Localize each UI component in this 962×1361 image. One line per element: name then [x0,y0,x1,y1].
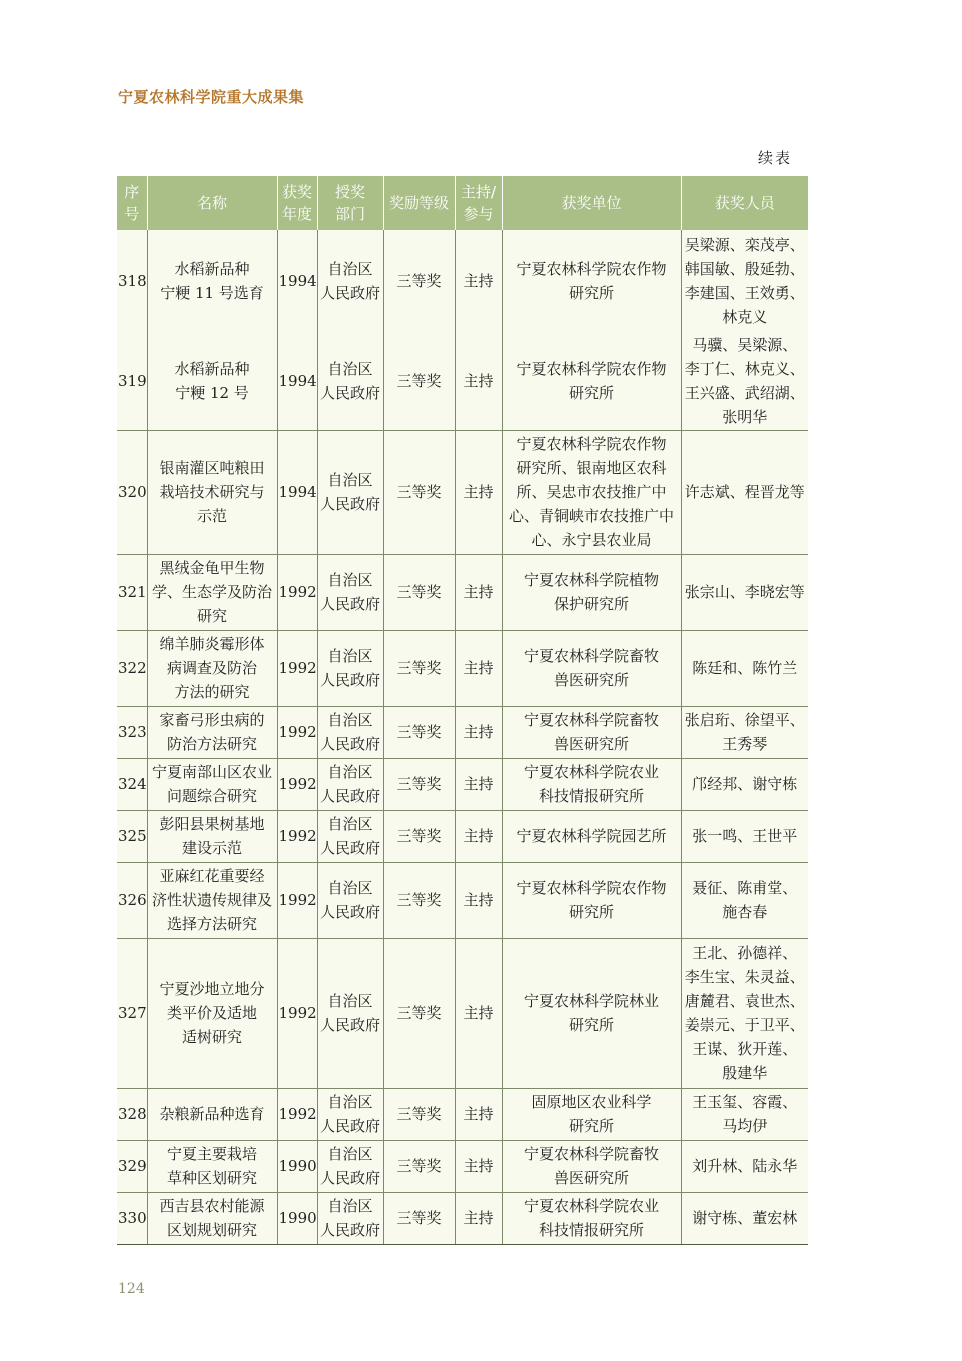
cell-name: 水稻新品种 宁粳 11 号选育 [147,230,277,332]
cell-unit: 宁夏农林科学院农作物 研究所 [502,230,681,332]
cell-name: 黑绒金龟甲生物 学、生态学及防治 研究 [147,554,277,630]
table-row [117,938,808,1088]
cell-dept: 自治区 人民政府 [317,332,383,430]
cell-level: 三等奖 [383,810,455,862]
cell-role: 主持 [455,706,502,758]
cell-no: 327 [117,938,147,1088]
cell-year: 1992 [277,758,317,810]
cell-unit: 宁夏农林科学院农作物 研究所 [502,332,681,430]
table-row [117,810,808,862]
table-header-row [117,176,808,230]
cell-role: 主持 [455,332,502,430]
cell-dept: 自治区 人民政府 [317,1088,383,1140]
cell-people: 邝经邦、谢守栋 [681,758,808,810]
cell-level: 三等奖 [383,1088,455,1140]
table-row [117,332,808,430]
cell-level: 三等奖 [383,1140,455,1192]
cell-year: 1992 [277,706,317,758]
page-number: 124 [118,1281,145,1297]
cell-unit: 宁夏农林科学院农作物 研究所 [502,862,681,938]
cell-name: 银南灌区吨粮田 栽培技术研究与 示范 [147,430,277,554]
cell-unit: 宁夏农林科学院畜牧 兽医研究所 [502,706,681,758]
cell-unit: 宁夏农林科学院畜牧 兽医研究所 [502,630,681,706]
cell-level: 三等奖 [383,332,455,430]
cell-people: 张宗山、李晓宏等 [681,554,808,630]
cell-people: 刘升林、陆永华 [681,1140,808,1192]
cell-level: 三等奖 [383,630,455,706]
cell-unit: 宁夏农林科学院林业 研究所 [502,938,681,1088]
cell-role: 主持 [455,1192,502,1244]
cell-level: 三等奖 [383,1192,455,1244]
cell-dept: 自治区 人民政府 [317,230,383,332]
cell-role: 主持 [455,758,502,810]
cell-no: 319 [117,332,147,430]
cell-people: 聂征、陈甫堂、 施杏春 [681,862,808,938]
cell-year: 1994 [277,430,317,554]
cell-dept: 自治区 人民政府 [317,706,383,758]
cell-role: 主持 [455,1088,502,1140]
cell-name: 家畜弓形虫病的 防治方法研究 [147,706,277,758]
cell-no: 322 [117,630,147,706]
cell-level: 三等奖 [383,554,455,630]
cell-year: 1994 [277,230,317,332]
cell-people: 许志斌、程晋龙等 [681,430,808,554]
table-row [117,230,808,332]
cell-no: 318 [117,230,147,332]
header-role: 主持/ 参与 [455,176,502,230]
cell-level: 三等奖 [383,938,455,1088]
cell-unit: 宁夏农林科学院农业 科技情报研究所 [502,758,681,810]
table-row [117,1192,808,1244]
header-year: 获奖 年度 [277,176,317,230]
cell-dept: 自治区 人民政府 [317,862,383,938]
cell-year: 1990 [277,1192,317,1244]
cell-dept: 自治区 人民政府 [317,1140,383,1192]
cell-role: 主持 [455,810,502,862]
cell-year: 1992 [277,630,317,706]
cell-year: 1992 [277,1088,317,1140]
cell-name: 宁夏南部山区农业 问题综合研究 [147,758,277,810]
header-unit: 获奖单位 [502,176,681,230]
cell-unit: 宁夏农林科学院植物 保护研究所 [502,554,681,630]
table-row [117,430,808,554]
cell-unit: 宁夏农林科学院农业 科技情报研究所 [502,1192,681,1244]
cell-no: 329 [117,1140,147,1192]
running-title: 宁夏农林科学院重大成果集 [118,88,305,106]
cell-unit: 宁夏农林科学院园艺所 [502,810,681,862]
header-dept: 授奖 部门 [317,176,383,230]
cell-no: 325 [117,810,147,862]
table-row [117,706,808,758]
cell-level: 三等奖 [383,230,455,332]
cell-dept: 自治区 人民政府 [317,430,383,554]
cell-year: 1990 [277,1140,317,1192]
cell-role: 主持 [455,554,502,630]
cell-people: 王玉玺、容霞、 马均伊 [681,1088,808,1140]
cell-level: 三等奖 [383,758,455,810]
table-row [117,554,808,630]
cell-name: 水稻新品种 宁粳 12 号 [147,332,277,430]
cell-level: 三等奖 [383,862,455,938]
cell-no: 321 [117,554,147,630]
cell-role: 主持 [455,630,502,706]
cell-dept: 自治区 人民政府 [317,758,383,810]
cell-year: 1992 [277,938,317,1088]
cell-name: 宁夏主要栽培 草种区划研究 [147,1140,277,1192]
cell-dept: 自治区 人民政府 [317,630,383,706]
table-row [117,630,808,706]
cell-year: 1992 [277,554,317,630]
table-row [117,1088,808,1140]
cell-role: 主持 [455,938,502,1088]
cell-name: 亚麻红花重要经 济性状遗传规律及 选择方法研究 [147,862,277,938]
cell-role: 主持 [455,430,502,554]
cell-unit: 宁夏农林科学院畜牧 兽医研究所 [502,1140,681,1192]
header-people: 获奖人员 [681,176,808,230]
cell-no: 323 [117,706,147,758]
cell-no: 324 [117,758,147,810]
cell-no: 320 [117,430,147,554]
cell-year: 1994 [277,332,317,430]
cell-people: 陈廷和、陈竹兰 [681,630,808,706]
cell-people: 张一鸣、王世平 [681,810,808,862]
cell-dept: 自治区 人民政府 [317,554,383,630]
cell-role: 主持 [455,862,502,938]
cell-dept: 自治区 人民政府 [317,1192,383,1244]
continued-label: 续表 [757,149,792,167]
cell-dept: 自治区 人民政府 [317,938,383,1088]
header-no: 序 号 [117,176,147,230]
cell-people: 王北、孙德祥、 李生宝、朱灵益、 唐麓君、袁世杰、 姜崇元、于卫平、 王谋、狄开莲、 殷建华 [681,938,808,1088]
cell-no: 330 [117,1192,147,1244]
cell-no: 328 [117,1088,147,1140]
cell-people: 张启珩、徐望平、 王秀琴 [681,706,808,758]
cell-year: 1992 [277,810,317,862]
cell-people: 马骥、吴梁源、 李丁仁、林克义、 王兴盛、武绍湖、 张明华 [681,332,808,430]
cell-year: 1992 [277,862,317,938]
cell-name: 彭阳县果树基地 建设示范 [147,810,277,862]
table-row [117,1140,808,1192]
cell-level: 三等奖 [383,706,455,758]
header-name: 名称 [147,176,277,230]
cell-dept: 自治区 人民政府 [317,810,383,862]
cell-unit: 固原地区农业科学 研究所 [502,1088,681,1140]
awards-table [117,176,808,1245]
table-row [117,862,808,938]
cell-level: 三等奖 [383,430,455,554]
cell-people: 谢守栋、董宏林 [681,1192,808,1244]
cell-unit: 宁夏农林科学院农作物 研究所、银南地区农科 所、吴忠市农技推广中 心、青铜峡市农技推广中 心、永宁县农业局 [502,430,681,554]
cell-name: 杂粮新品种选育 [147,1088,277,1140]
cell-name: 西吉县农村能源 区划规划研究 [147,1192,277,1244]
cell-name: 宁夏沙地立地分 类平价及适地 适树研究 [147,938,277,1088]
header-level: 奖励等级 [383,176,455,230]
cell-no: 326 [117,862,147,938]
cell-name: 绵羊肺炎霉形体 病调查及防治 方法的研究 [147,630,277,706]
cell-role: 主持 [455,1140,502,1192]
cell-people: 吴梁源、栾茂亭、 韩国敏、殷延勃、 李建国、王效勇、 林克义 [681,230,808,332]
cell-role: 主持 [455,230,502,332]
table-row [117,758,808,810]
